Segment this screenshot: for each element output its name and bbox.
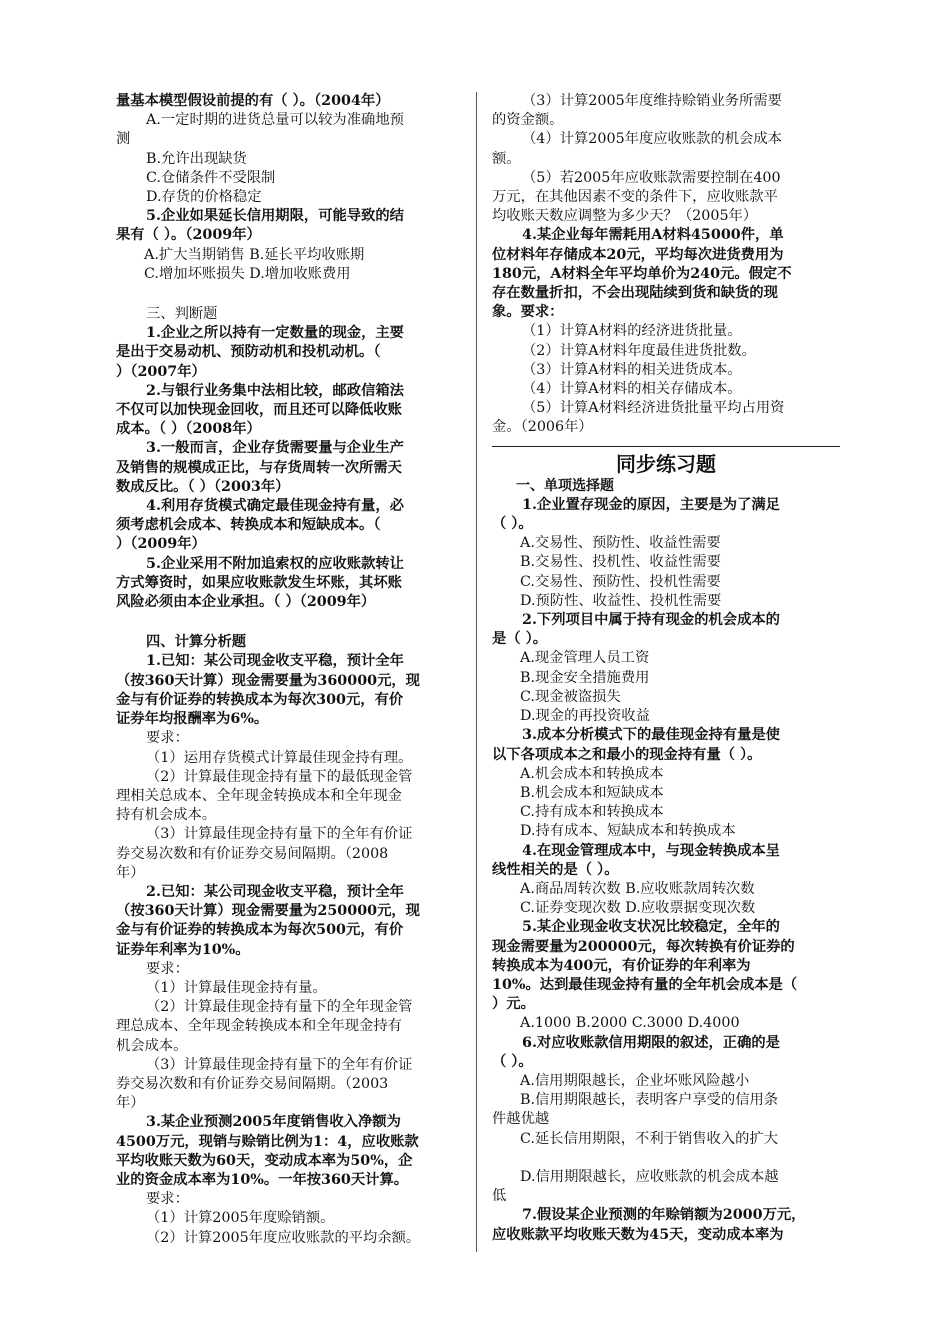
text-line: C.交易性、预防性、投机性需要 <box>520 573 721 590</box>
text-line: D.持有成本、短缺成本和转换成本 <box>520 823 736 840</box>
text-line: 以下各项成本之和最小的现金持有量（ ）。 <box>492 746 762 763</box>
text-line: 的资金额。 <box>492 112 564 129</box>
text-line: 金。（2006年） <box>492 419 593 436</box>
text-line: （2）计算A材料年度最佳进货批数。 <box>522 342 756 359</box>
text-line: 四、计算分析题 <box>146 634 247 651</box>
text-line: 转换成本为400元，有价证券的年利率为 <box>492 957 751 974</box>
text-line: 件越优越 <box>492 1111 550 1128</box>
text-line: （按360天计算）现金需要量为250000元，现 <box>116 903 420 920</box>
text-line: （按360天计算）现金需要量为360000元，现 <box>116 672 420 689</box>
left-column <box>116 92 460 1248</box>
text-line: 是出于交易动机、预防动机和投机动机。（ <box>116 344 381 361</box>
text-line: 及销售的规模成正比，与存货周转一次所需天 <box>116 459 402 476</box>
text-line: A.1000 B.2000 C.3000 D.4000 <box>520 1015 740 1032</box>
text-line: 2.下列项目中属于持有现金的机会成本的 <box>522 612 780 629</box>
text-line: 5.某企业现金收支状况比较稳定，全年的 <box>522 919 780 936</box>
right-column <box>492 92 840 1245</box>
text-line: 4.在现金管理成本中，与现金转换成本呈 <box>522 842 780 859</box>
text-line: 是（ ）。 <box>492 631 548 648</box>
text-line: （1）计算2005年度赊销额。 <box>146 1210 335 1227</box>
text-line: （3）计算最佳现金持有量下的全年有价证 <box>146 1056 413 1073</box>
text-line: 券交易次数和有价证券交易间隔期。（2003 <box>116 1075 389 1092</box>
text-line: 4.利用存货模式确定最佳现金持有量，必 <box>146 498 404 515</box>
text-line: D.信用期限越长，应收账款的机会成本越 <box>520 1168 779 1185</box>
text-line: （1）运用存货模式计算最佳现金持有理。 <box>146 749 413 766</box>
text-line: 象。要求： <box>492 304 564 321</box>
text-line: 1.企业置存现金的原因，主要是为了满足 <box>522 496 780 513</box>
text-line: 测 <box>116 131 131 148</box>
text-line: C.仓储条件不受限制 <box>146 169 276 186</box>
text-line: 3.一般而言，企业存货需要量与企业生产 <box>146 440 404 457</box>
text-line: （2）计算最佳现金持有量下的最低现金管 <box>146 768 413 785</box>
text-line: 三、判断题 <box>146 306 218 323</box>
column-divider <box>476 92 477 1252</box>
text-line: 方式筹资时，如果应收账款发生坏账，其坏账 <box>116 574 402 591</box>
text-line: B.机会成本和短缺成本 <box>520 784 664 801</box>
text-line: B.交易性、投机性、收益性需要 <box>520 554 721 571</box>
text-line: 券交易次数和有价证券交易间隔期。（2008 <box>116 845 389 862</box>
text-line: 金与有价证券的转换成本为每次500元，有价 <box>116 922 404 939</box>
text-line: C.延长信用期限，不利于销售收入的扩大 <box>520 1130 779 1147</box>
text-line: （5）计算A材料经济进货批量平均占用资 <box>522 400 785 417</box>
text-line: 证券年均报酬率为6%。 <box>116 711 269 728</box>
text-line: （ ）。 <box>492 516 533 533</box>
text-line: 年） <box>116 1095 145 1112</box>
right-column-bottom <box>492 496 840 1245</box>
text-line: 机会成本。 <box>116 1037 188 1054</box>
text-line: 7.假设某企业预测的年赊销额为2000万元， <box>522 1207 806 1224</box>
text-line: 现金需要量为200000元，每次转换有价证券的 <box>492 938 795 955</box>
text-line: 量基本模型假设前提的有（ ）。（2004年） <box>116 93 390 109</box>
text-line: （ ）。 <box>492 1053 533 1070</box>
section-subtitle: 一、单项选择题 <box>516 477 614 494</box>
text-line: （2）计算2005年度应收账款的平均余额。 <box>146 1229 421 1246</box>
text-line: （3）计算最佳现金持有量下的全年有价证 <box>146 826 413 843</box>
text-line: A.机会成本和转换成本 <box>520 765 664 782</box>
text-line <box>492 1149 840 1168</box>
text-line: A.现金管理人员工资 <box>520 650 650 667</box>
text-line: 3.某企业预测2005年度销售收入净额为 <box>146 1114 401 1131</box>
text-line: 金与有价证券的转换成本为每次300元，有价 <box>116 691 404 708</box>
text-line: （2）计算最佳现金持有量下的全年现金管 <box>146 999 413 1016</box>
text-line: A.商品周转次数 B.应收账款周转次数 <box>520 880 755 897</box>
text-line: 风险必须由本企业承担。（ ）（2009年） <box>116 594 376 611</box>
blank-line <box>116 612 460 633</box>
text-line: （4）计算A材料的相关存储成本。 <box>522 381 742 398</box>
text-line: 3.成本分析模式下的最佳现金持有量是使 <box>522 727 780 744</box>
text-line: 果有（ ）。（2009年） <box>116 227 261 244</box>
text-line: 2.与银行业务集中法相比较，邮政信箱法 <box>146 382 404 399</box>
right-column-top <box>492 92 840 438</box>
text-line: C.现金被盗损失 <box>520 688 621 705</box>
text-line: 180元，A材料全年平均单价为240元。假定不 <box>492 265 792 282</box>
text-line: 低 <box>492 1188 507 1205</box>
text-line: 成本。（ ）（2008年） <box>116 421 261 438</box>
text-line: ）元。 <box>492 996 535 1013</box>
section-title: 同步练习题 <box>616 451 716 476</box>
text-line: 均收账天数应调整为多少天？（2005年） <box>492 208 758 225</box>
text-line: 要求： <box>146 1191 189 1208</box>
text-line: 4500万元，现销与赊销比例为1：4，应收账款 <box>116 1133 419 1150</box>
text-line: B.现金安全措施费用 <box>520 669 650 686</box>
text-line: 要求： <box>146 730 189 747</box>
text-line: C.持有成本和转换成本 <box>520 804 664 821</box>
text-line: 1.已知：某公司现金收支平稳，预计全年 <box>146 653 404 670</box>
text-line: （3）计算A材料的相关进货成本。 <box>522 361 742 378</box>
text-line: （1）计算最佳现金持有量。 <box>146 979 327 996</box>
text-line: D.存货的价格稳定 <box>146 189 262 206</box>
text-line: 线性相关的是（ ）。 <box>492 861 619 878</box>
text-line: 5.企业采用不附加追索权的应收账款转让 <box>146 555 404 572</box>
text-line: 4.某企业每年需耗用A材料45000件，单 <box>522 227 784 244</box>
text-line: 年） <box>116 864 145 881</box>
text-line: 位材料年存储成本20元，平均每次进货费用为 <box>492 246 784 263</box>
section-rule <box>492 446 840 447</box>
text-line: 证券年利率为10%。 <box>116 941 250 958</box>
text-line: 5.企业如果延长信用期限，可能导致的结 <box>146 208 404 225</box>
text-line: （3）计算2005年度维持赊销业务所需要 <box>522 93 782 109</box>
text-line: A.交易性、预防性、收益性需要 <box>520 535 721 552</box>
text-line: A.信用期限越长，企业坏账风险越小 <box>520 1072 750 1089</box>
text-line: 应收账款平均收账天数为45天，变动成本率为 <box>492 1226 784 1243</box>
text-line: ）（2007年） <box>116 363 206 380</box>
text-line: ）（2009年） <box>116 536 206 553</box>
text-line: A.一定时期的进货总量可以较为准确地预 <box>146 112 404 129</box>
blank-line <box>116 284 460 305</box>
text-line: 万元，在其他因素不变的条件下，应收账款平 <box>492 189 778 206</box>
text-line: 要求： <box>146 960 189 977</box>
text-line: C.增加坏账损失 D.增加收账费用 <box>144 265 351 282</box>
text-line: D.预防性、收益性、投机性需要 <box>520 592 722 609</box>
text-line: 须考虑机会成本、转换成本和短缺成本。（ <box>116 517 381 534</box>
text-line: 理总成本、全年现金转换成本和全年现金持有 <box>116 1018 402 1035</box>
text-line: 10%。达到最佳现金持有量的全年机会成本是（ <box>492 976 798 993</box>
text-line: C.证券变现次数 D.应收票据变现次数 <box>520 900 756 917</box>
text-line: 6.对应收账款信用期限的叙述，正确的是 <box>522 1034 780 1051</box>
text-line: （1）计算A材料的经济进货批量。 <box>522 323 742 340</box>
text-line: B.允许出现缺货 <box>146 150 247 167</box>
text-line: 2.已知：某公司现金收支平稳，预计全年 <box>146 883 404 900</box>
text-line: 额。 <box>492 150 521 167</box>
text-line: 业的资金成本率为10%。一年按360天计算。 <box>116 1171 409 1188</box>
text-line: 不仅可以加快现金回收，而且还可以降低收账 <box>116 402 402 419</box>
text-line: A.扩大当期销售 B.延长平均收账期 <box>144 246 365 263</box>
text-line: D.现金的再投资收益 <box>520 708 650 725</box>
text-line: B.信用期限越长，表明客户享受的信用条 <box>520 1092 779 1109</box>
text-line: 理相关总成本、全年现金转换成本和全年现金 <box>116 787 402 804</box>
text-line: （5）若2005年应收账款需要控制在400 <box>522 169 781 186</box>
text-line: （4）计算2005年度应收账款的机会成本 <box>522 131 782 148</box>
text-line: 1.企业之所以持有一定数量的现金，主要 <box>146 325 404 342</box>
text-line: 数成反比。（ ）（2003年） <box>116 478 290 495</box>
text-line: 持有机会成本。 <box>116 807 217 824</box>
text-line: 存在数量折扣，不会出现陆续到货和缺货的现 <box>492 285 778 302</box>
text-line: 平均收账天数为60天，变动成本率为50%，企 <box>116 1152 413 1169</box>
